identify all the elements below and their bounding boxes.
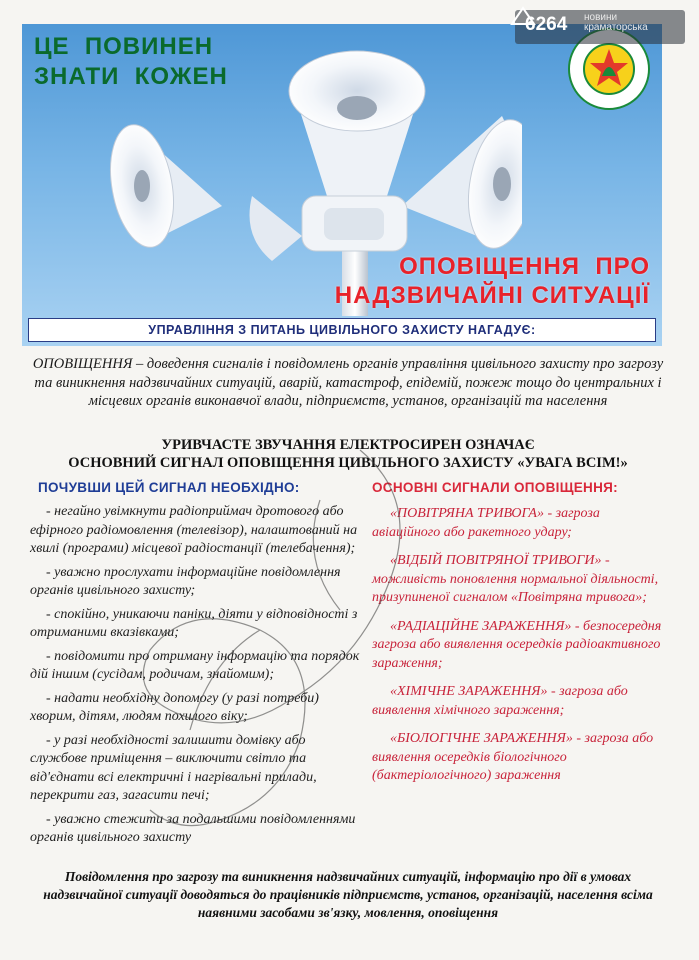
watermark-number: 6264: [525, 14, 568, 35]
list-item: «БІОЛОГІЧНЕ ЗАРАЖЕННЯ» - загроза або виявлення осередків біологічного (бактеріологічного) зараження: [372, 731, 654, 783]
list-item: - у разі необхідності залишити домівку або службове приміщення – виключити світло та від'єднати всі електричні і нагрівальні прилади, перекрити газ, загасити печі;: [30, 732, 317, 803]
headline: ЦЕ ПОВИНЕН ЗНАТИ КОЖЕН: [34, 33, 228, 90]
siren-meaning: УРИВЧАСТЕ ЗВУЧАННЯ ЕЛЕКТРОСИРЕН ОЗНАЧАЄ ОСНОВНИЙ СИГНАЛ ОПОВІЩЕННЯ ЦИВІЛЬНОГО ЗАХИСТУ «УВАГА ВСІМ!»: [68, 437, 628, 471]
definition-text: ОПОВІЩЕННЯ – доведення сигналів і повідомлень органів управління цивільного захисту про загрозу та виникнення надзвичайних ситуацій, аварій, катастроф, епідемій, пожеж тощо до центральних і місцевих органів виконавчої влади, підприємств, установ, організацій та населення: [32, 356, 664, 409]
banner: [22, 24, 662, 346]
list-item: «РАДІАЦІЙНЕ ЗАРАЖЕННЯ» - безпосередня загроза або виявлення осередків радіоактивного зараження;: [372, 618, 662, 671]
list-item: - негайно увімкнути радіоприймач дротового або ефірного радіомовлення (телевізор), налаштований на хвилі (програми) місцевої радіостанції (телебачення);: [30, 504, 358, 556]
footer-note: Повідомлення про загрозу та виникнення надзвичайних ситуацій, інформацію про дії в умовах надзвичайної ситуації доводяться до працівників підприємств, установ, організацій, населення всіма наявними засобами зв'язку, мовлення, оповіщення: [43, 869, 653, 920]
actions-column: [30, 480, 360, 853]
signals-heading: ОСНОВНІ СИГНАЛИ ОПОВІЩЕННЯ:: [372, 480, 618, 495]
signals-list: [372, 505, 664, 786]
list-item: «ПОВІТРЯНА ТРИВОГА» - загроза авіаційного або ракетного удару;: [372, 506, 600, 540]
list-item: «ХІМІЧНЕ ЗАРАЖЕННЯ» - загроза або виявлення хімічного зараження;: [372, 684, 628, 718]
actions-list: [30, 503, 360, 848]
watermark-site: новини краматорська: [584, 12, 648, 33]
signals-column: [372, 480, 664, 796]
actions-heading: ПОЧУВШИ ЦЕЙ СИГНАЛ НЕОБХІДНО:: [38, 480, 300, 495]
reminder-strip: УПРАВЛІННЯ З ПИТАНЬ ЦИВІЛЬНОГО ЗАХИСТУ НАГАДУЄ:: [28, 318, 656, 342]
list-item: - повідомити про отриману інформацію та порядок дій іншим (сусідам, родичам, знайомим);: [30, 648, 360, 682]
list-item: - уважно прослухати інформаційне повідомлення органів цивільного захисту;: [30, 564, 341, 598]
page-title: ОПОВІЩЕННЯ ПРО НАДЗВИЧАЙНІ СИТУАЦІЇ: [334, 253, 650, 309]
list-item: - надати необхідну допомогу (у разі потреби) хворим, дітям, людям похилого віку;: [30, 690, 319, 724]
list-item: «ВІДБІЙ ПОВІТРЯНОЇ ТРИВОГИ» - можливість поновлення нормальної діяльності, призупиненої сигналом «Повітряна тривога»;: [372, 553, 659, 605]
list-item: - спокійно, уникаючи паніки, діяти у відповідності з отриманими вказівками;: [30, 606, 358, 640]
list-item: - уважно стежити за подальшими повідомленнями органів цивільного захисту: [30, 811, 356, 845]
